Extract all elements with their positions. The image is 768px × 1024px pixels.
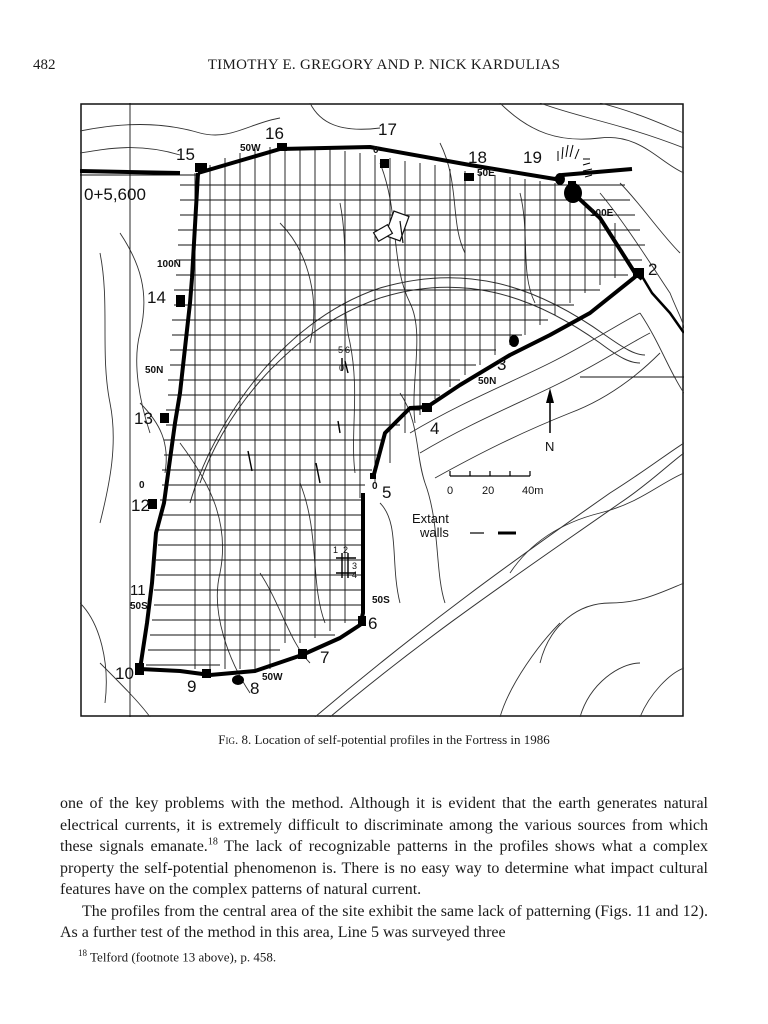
profile-number-18: 18 [468,148,487,167]
profile-number-15: 15 [176,145,195,164]
grid-label-50s-left: 50S [130,601,148,612]
profile-number-11: 11 [130,582,146,599]
profile-number-9: 9 [187,677,197,696]
paragraph-1-part-b: The lack of recognizable patterns in the profiles shows what a complex property the self-potential phenomenon is. There is no easy way to determine what impact cultural features have on the complex patterns of natural current. [60,838,709,898]
grid-label-50n-right: 50N [478,376,497,387]
inner-line-1: 1 [333,545,339,555]
legend-line2: walls [420,525,449,540]
profile-number-13: 13 [134,409,153,428]
paragraph-2: The profiles from the central area of the site exhibit the same lack of patterning (Figs. 11 and 12). As a further test of the method in this area, Line 5 was surveyed three [60,902,708,941]
inner-line-6: 6 [345,345,351,355]
paragraph-1 [60,793,708,901]
footnote-text: Telford (footnote 13 above), p. 458. [87,949,277,965]
page-number: 482 [33,57,56,73]
figure-label: Fig. 8. [218,732,252,747]
profile-number-6: 6 [368,614,378,633]
profile-number-5: 5 [382,483,392,502]
inner-line-5: 5 [338,345,344,355]
footnote-ref-18: 18 [207,836,218,848]
legend-line1: Extant [412,511,449,526]
scale-tick-20: 20 [482,485,495,497]
paragraph-1-part-a: one of the key problems with the method. Although it is evident that the earth generates natural electrical currents, it is extremely difficult to discriminate among the various sources from which these signals emanate. [60,795,708,855]
profile-number-17: 17 [378,120,397,139]
profile-number-19: 19 [523,148,542,167]
grid-label-50s-right: 50S [372,595,390,606]
figure-map [80,103,684,717]
grid-label-50w-top: 50W [240,143,261,154]
footnote [78,948,276,965]
grid-label-50n-left: 50N [145,365,164,376]
footnote-number: 18 [78,948,87,958]
north-label: N [545,439,555,454]
scale-tick-0: 0 [447,485,454,497]
grid-label-0-top: 0 [373,145,379,156]
profile-number-14: 14 [147,288,166,307]
inner-line-3: 3 [352,561,358,571]
inner-line-4: 4 [352,570,358,580]
inner-line-2: 2 [343,545,349,555]
site-map-svg [80,103,684,717]
grid-label-50w-bottom: 50W [262,672,283,683]
figure-caption-text: Location of self-potential profiles in the Fortress in 1986 [254,732,550,747]
profile-number-7: 7 [320,648,330,667]
profile-number-16: 16 [265,124,284,143]
profile-number-2: 2 [648,260,658,279]
profile-number-3: 3 [497,355,507,374]
body-text [60,793,708,944]
station-origin-label: 0+5,600 [84,185,146,204]
profile-number-8: 8 [250,679,260,698]
grid-label-100n: 100N [157,259,181,270]
running-head: TIMOTHY E. GREGORY AND P. NICK KARDULIAS [207,57,561,73]
grid-label-0-left: 0 [139,480,145,491]
grid-label-50e: 50E [477,168,495,179]
figure-caption [0,732,768,748]
profile-number-4: 4 [430,419,440,438]
grid-label-100e: 100E [590,208,614,219]
profile-number-12: 12 [131,496,150,515]
grid-label-0-center: 0 [339,363,345,373]
profile-number-10: 10 [115,664,134,683]
scale-tick-40m: 40m [522,485,544,497]
grid-label-0-right: 0 [372,481,378,492]
